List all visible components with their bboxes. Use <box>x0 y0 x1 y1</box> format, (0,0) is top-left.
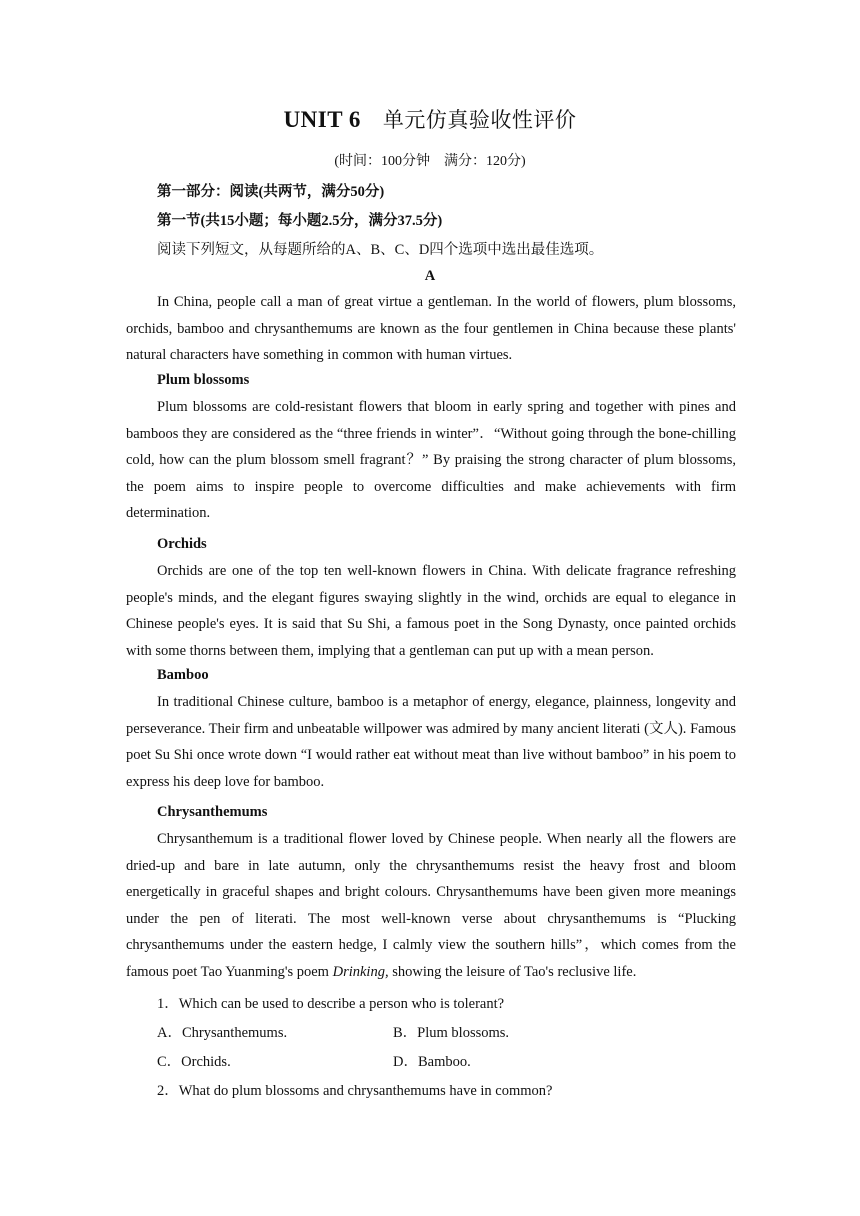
section-heading: 第一节(共15小题；每小题2.5分，满分37.5分) <box>157 213 443 229</box>
page-title <box>0 104 860 134</box>
chrysanthemums-text-before: Chrysanthemum is a traditional flower loved by Chinese people. When nearly all the flowers are dried-up and bare in late autumn, only the chrysanthemums resist the heavy frost and bloom energetically in graceful shapes and bright colours. Chrysanthemums have been given more meanings under the pen of literati. The most well-known verse about chrysanthemums is “Plucking chrysanthemums under the eastern hedge, I calmly view the southern hills”，which comes from the famous poet Tao Yuanming's poem <box>126 831 736 980</box>
heading-chrysanthemums: Chrysanthemums <box>157 804 268 820</box>
unit-title-cn: 单元仿真验收性评价 <box>382 108 577 132</box>
paragraph-chrysanthemums <box>126 826 736 985</box>
poem-title-drinking: Drinking, <box>332 963 389 980</box>
question-1-stem: 1．Which can be used to describe a person who is tolerant? <box>157 996 505 1012</box>
question-1-option-b: B．Plum blossoms. <box>393 1025 510 1041</box>
question-1-option-d: D．Bamboo. <box>393 1054 471 1070</box>
paragraph-bamboo: In traditional Chinese culture, bamboo is a metaphor of energy, elegance, plainness, longevity and perseverance. Their firm and unbeatable willpower was admired by many ancient literati (文人). Famous poet Su Shi once wrote down “I would rather eat without meat than live without bamboo” in his poem to express his deep love for bamboo. <box>126 694 736 790</box>
heading-bamboo: Bamboo <box>157 667 209 683</box>
chrysanthemums-text-after: showing the leisure of Tao's reclusive life. <box>388 963 637 980</box>
heading-plum-blossoms: Plum blossoms <box>157 372 250 388</box>
paragraph-plum-blossoms: Plum blossoms are cold-resistant flowers that bloom in early spring and together with pines and bamboos they are considered as the “three friends in winter”．“Without going through the bone-chilling cold, how can the plum blossom smell fragrant？” By praising the strong character of plum blossoms, the poem aims to inspire people to overcome difficulties and make achievements with firm determination. <box>126 399 736 521</box>
instruction-text: 阅读下列短文，从每题所给的A、B、C、D四个选项中选出最佳选项。 <box>157 242 604 258</box>
exam-meta: (时间：100分钟 满分：120分) <box>334 154 526 169</box>
question-1-option-a: A．Chrysanthemums. <box>157 1025 288 1041</box>
part-heading: 第一部分：阅读(共两节，满分50分) <box>157 184 385 200</box>
passage-label: A <box>424 268 436 284</box>
question-1-option-c: C．Orchids. <box>157 1054 231 1070</box>
question-2-stem: 2．What do plum blossoms and chrysanthemums have in common? <box>157 1083 553 1099</box>
heading-orchids: Orchids <box>157 536 207 552</box>
paragraph-orchids: Orchids are one of the top ten well-known flowers in China. With delicate fragrance refreshing people's minds, and the elegant figures swaying slightly in the wind, orchids are equal to elegance in Chinese people's eyes. It is said that Su Shi, a famous poet in the Song Dynasty, once painted orchids with some thorns between them, implying that a gentleman can put up with a mean person. <box>126 563 736 659</box>
intro-paragraph: In China, people call a man of great virtue a gentleman. In the world of flowers, plum blossoms, orchids, bamboo and chrysanthemums are known as the four gentlemen in China because these plants' natural characters have something in common with human virtues. <box>126 294 736 363</box>
unit-label: UNIT 6 <box>283 107 361 132</box>
